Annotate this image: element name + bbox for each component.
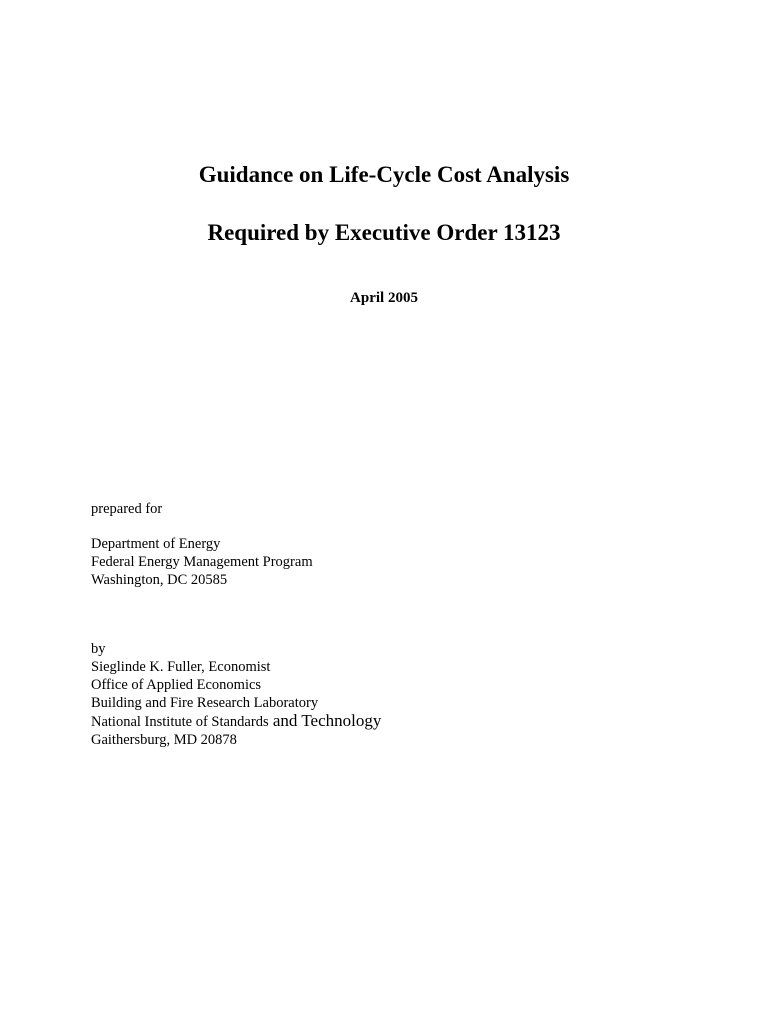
recipient-program: Federal Energy Management Program bbox=[91, 554, 313, 570]
publication-date: April 2005 bbox=[350, 290, 418, 306]
recipient-block bbox=[91, 535, 313, 589]
prepared-for-label: prepared for bbox=[91, 501, 163, 517]
recipient-organization: Department of Energy bbox=[91, 536, 221, 552]
document-title: Guidance on Life-Cycle Cost Analysis bbox=[198, 162, 570, 187]
author-institute bbox=[91, 712, 381, 731]
document-subtitle: Required by Executive Order 13123 bbox=[207, 220, 561, 245]
author-office: Office of Applied Economics bbox=[91, 677, 262, 693]
author-block bbox=[91, 640, 381, 749]
author-name: Sieglinde K. Fuller, Economist bbox=[91, 659, 271, 675]
author-address: Gaithersburg, MD 20878 bbox=[91, 732, 237, 748]
author-laboratory: Building and Fire Research Laboratory bbox=[91, 695, 319, 711]
institute-name-part2: and Technology bbox=[268, 711, 382, 730]
by-label: by bbox=[91, 641, 106, 657]
institute-name-part1: National Institute of Standards bbox=[91, 714, 269, 730]
recipient-address: Washington, DC 20585 bbox=[91, 572, 228, 588]
